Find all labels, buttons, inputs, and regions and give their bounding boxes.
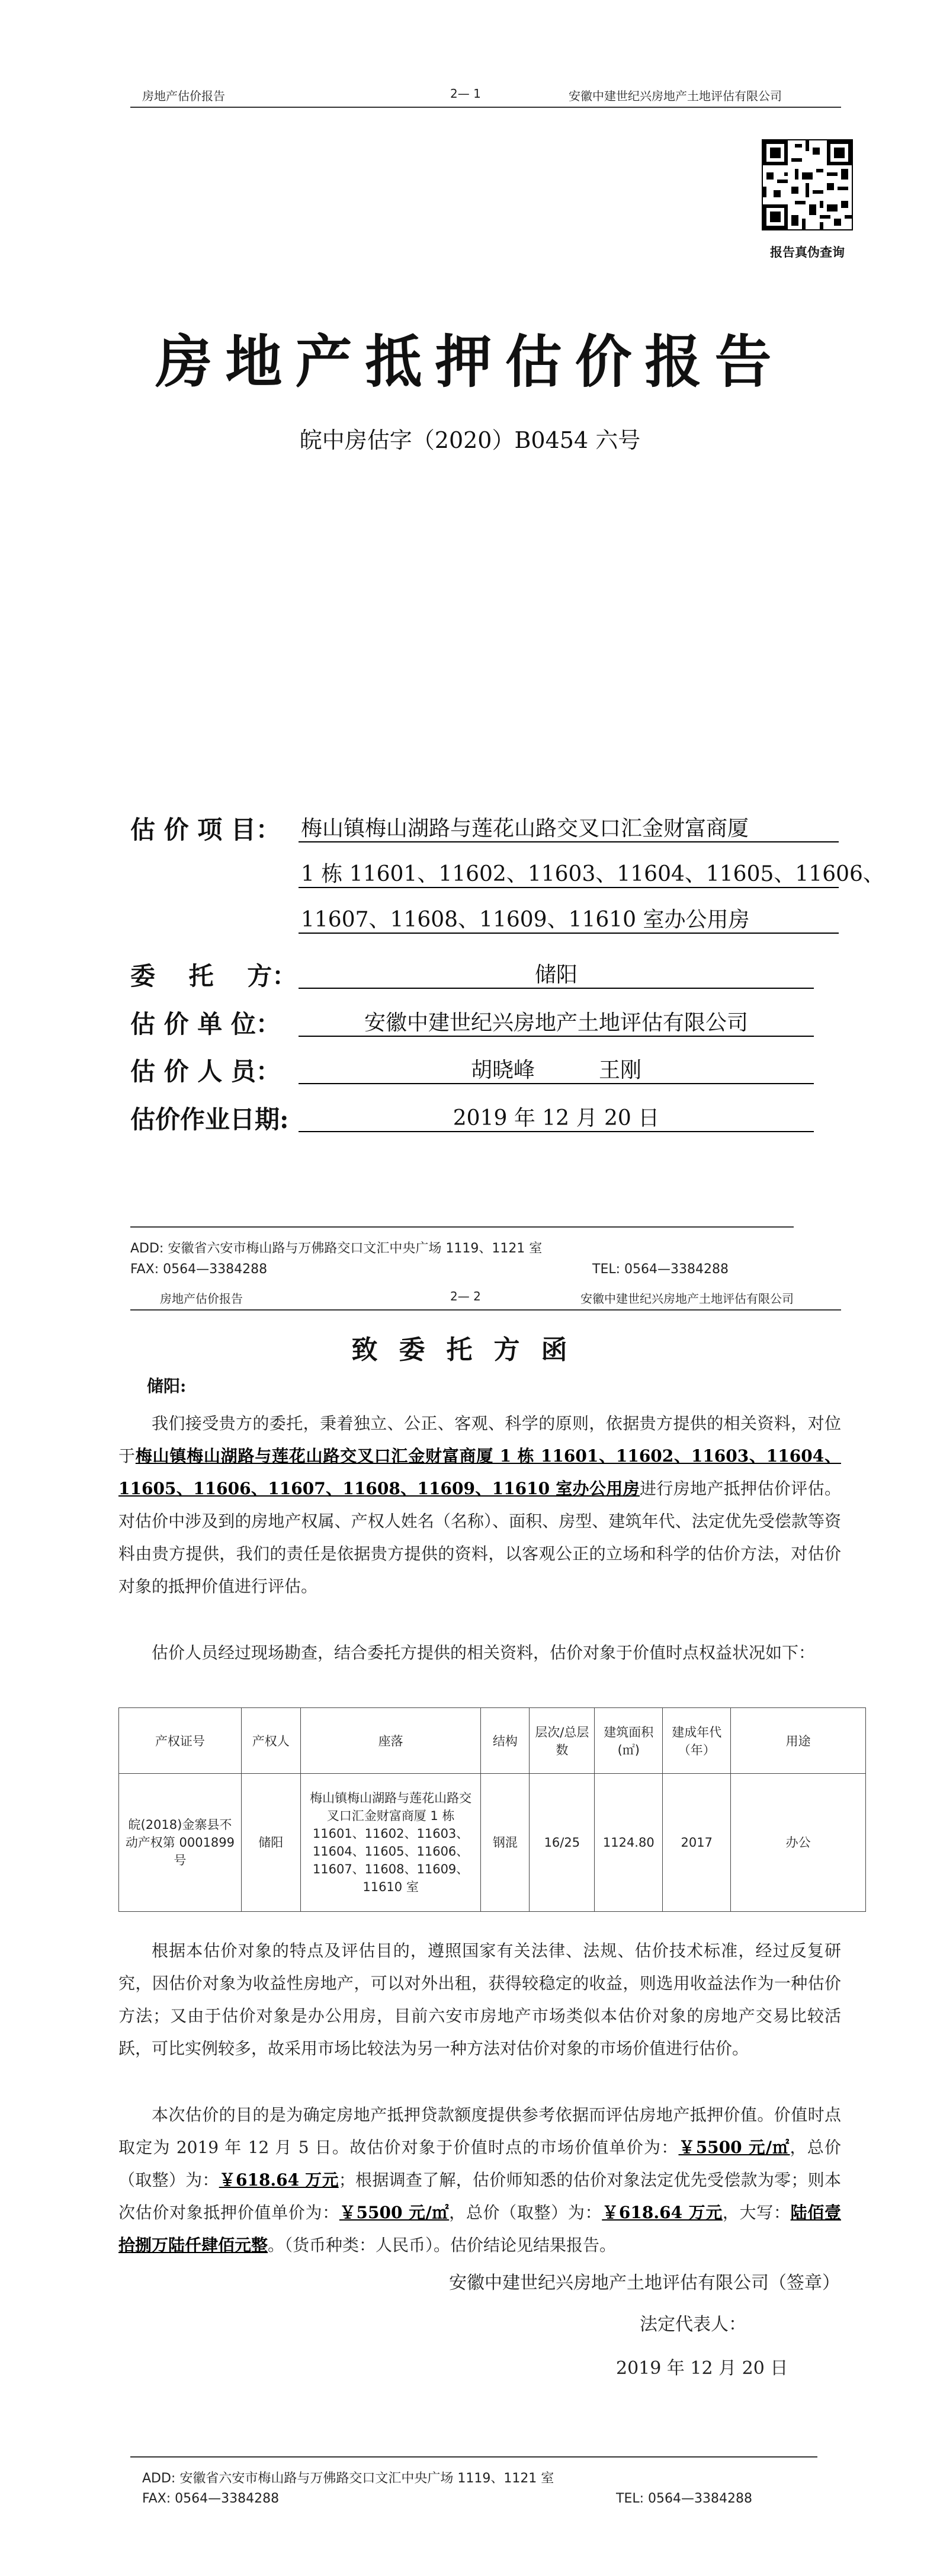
project-label: 估 价 项 目： [130,815,281,844]
table-cell-area: 1124.80 [595,1774,663,1912]
salutation: 储阳: [147,1376,187,1396]
table-row [119,1774,866,1912]
project-underline-2 [299,887,839,888]
paragraph-4-text-e: ，大写： [722,2203,791,2222]
table-cell-structure: 钢混 [481,1774,530,1912]
paragraph-4-text-b: ，总价（取整）为： [118,2138,841,2190]
mortgage-total-price: ￥618.64 万元 [602,2203,723,2222]
table-cell-location: 梅山镇梅山湖路与莲花山路交叉口汇金财富商厦 1 栋 11601、11602、11603、11604、11605、11606、11607、11608、11609、11610 室 [300,1774,481,1912]
table-cell-use: 办公 [731,1774,866,1912]
paragraph-1-property: 梅山镇梅山湖路与莲花山路交叉口汇金财富商厦 1 栋 11601、11602、11603、11604、11605、11606、11607、11608、11609、11610 室办公用房 [118,1446,841,1498]
paragraph-4-text-d: ，总价（取整）为： [449,2203,602,2222]
signature-date: 2019 年 12 月 20 日 [616,2358,788,2379]
signature-company: 安徽中建世纪兴房地产土地评估有限公司（签章） [449,2273,840,2293]
paragraph-4-intro: 本次估价的目的是为确定房地产抵押贷款额度提供参考依据而评估房地产抵押价值。价值时点取定为 2019 年 12 月 5 日。故估价对象于价值时点的市场价值单价为： [118,2105,841,2157]
appraiser-value: 胡晓峰 王刚 [470,1058,641,1082]
page2-header-left: 房地产估价报告 [160,1292,243,1306]
table-header-cell: 用途 [731,1708,866,1774]
appraiser-label: 估 价 人 员： [130,1057,281,1086]
rights-table [118,1707,866,1912]
page2-header-page-number: 2— 2 [450,1289,481,1303]
table-header-cell: 座落 [300,1708,481,1774]
date-underline [299,1131,814,1132]
paragraph-2: 估价人员经过现场勘查，结合委托方提供的相关资料，估价对象于价值时点权益状况如下： [152,1643,816,1662]
page2-footer-address: ADD: 安徽省六安市梅山路与万佛路交口文汇中央广场 1119、1121 室 [142,2471,554,2486]
project-underline-1 [299,841,839,842]
table-cell-floor: 16/25 [530,1774,595,1912]
page2-header-right: 安徽中建世纪兴房地产土地评估有限公司 [580,1292,794,1306]
project-line-3: 11607、11608、11609、11610 室办公用房 [301,908,750,932]
project-line-2: 1 栋 11601、11602、11603、11604、11605、11606、 [301,862,884,886]
table-header-cell: 结构 [481,1708,530,1774]
table-header-row [119,1708,866,1774]
table-header-cell: 建筑面积(㎡) [595,1708,663,1774]
appraiser-underline [299,1083,814,1084]
page2-footer-rule [130,2456,817,2458]
amount-in-words: 陆佰壹拾捌万陆仟肆佰元整 [118,2203,841,2255]
table-header-cell: 层次/总层数 [530,1708,595,1774]
paragraph-1 [118,1407,841,1603]
signature-legal-rep: 法定代表人： [640,2314,746,2335]
table-header-cell: 产权人 [241,1708,300,1774]
paragraph-4-text-f: 。（货币种类：人民币）。估价结论见结果报告。 [268,2235,617,2255]
table-header-cell: 产权证号 [119,1708,242,1774]
market-unit-price: ￥5500 元/㎡ [678,2138,790,2157]
page1-footer-fax: FAX: 0564—3384288 [130,1262,268,1277]
paragraph-1-body: 进行房地产抵押估价评估。对估价中涉及到的房地产权属、产权人姓名（名称）、面积、房型、建筑年代、法定优先受偿款等资料由贵方提供，我们的责任是依据贵方提供的资料，以客观公正的立场和科学的估价方法，对估价对象的抵押价值进行评估。 [118,1479,841,1596]
mortgage-unit-price: ￥5500 元/㎡ [339,2203,450,2222]
market-total-price: ￥618.64 万元 [219,2170,339,2190]
page2-header-rule [130,1309,841,1311]
paragraph-1-intro: 我们接受贵方的委托，秉着独立、公正、客观、科学的原则，依据贵方提供的相关资料，对位于 [118,1414,841,1466]
page1-footer-address: ADD: 安徽省六安市梅山路与万佛路交口文汇中央广场 1119、1121 室 [130,1241,543,1256]
page2-footer-tel: TEL: 0564—3384288 [616,2491,752,2506]
table-cell-owner: 储阳 [241,1774,300,1912]
client-underline [299,988,814,989]
project-line-1: 梅山镇梅山湖路与莲花山路交叉口汇金财富商厦 [301,816,749,841]
page1-header-left: 房地产估价报告 [142,89,225,103]
date-label: 估价作业日期: [130,1105,289,1134]
page2-footer-fax: FAX: 0564—3384288 [142,2491,280,2506]
letter-title: 致委托方函 [351,1335,589,1365]
date-value: 2019 年 12 月 20 日 [453,1106,660,1130]
page1-footer-rule [130,1226,794,1228]
paragraph-3: 根据本估价对象的特点及评估目的，遵照国家有关法律、法规、估价技术标准，经过反复研究，因估价对象为收益性房地产，可以对外出租，获得较稳定的收益，则选用收益法作为一种估价方法；又由于估价对象是办公用房，目前六安市房地产市场类似本估价对象的房地产交易比较活跃，可比实例较多，故采用市场比较法为另一种方法对估价对象的市场价值进行估价。 [118,1941,841,2058]
unit-underline [299,1036,814,1037]
report-title: 房地产抵押估价报告 [155,328,785,395]
paragraph-4-text-c: ；根据调查了解，估价师知悉的估价对象法定优先受偿款为零；则本次估价对象抵押价值单价为： [118,2170,841,2222]
page1-footer-tel: TEL: 0564—3384288 [592,1262,729,1277]
paragraph-4 [118,2098,841,2261]
page1-header-rule [130,107,841,108]
page1-header-right: 安徽中建世纪兴房地产土地评估有限公司 [569,89,782,103]
report-number: 皖中房估字（2020）B0454 六号 [299,427,641,453]
unit-label: 估 价 单 位： [130,1010,281,1039]
qr-code-icon[interactable] [762,139,853,230]
client-label: 委 托 方： [130,962,297,991]
qr-code-label: 报告真伪查询 [770,245,845,259]
client-value: 储阳 [534,963,578,987]
project-underline-3 [299,933,839,934]
table-cell-cert-no: 皖(2018)金寨县不动产权第 0001899 号 [119,1774,242,1912]
unit-value: 安徽中建世纪兴房地产土地评估有限公司 [364,1011,748,1035]
page1-header-page-number: 2— 1 [450,86,481,101]
table-header-cell: 建成年代（年） [663,1708,731,1774]
table-cell-year: 2017 [663,1774,731,1912]
